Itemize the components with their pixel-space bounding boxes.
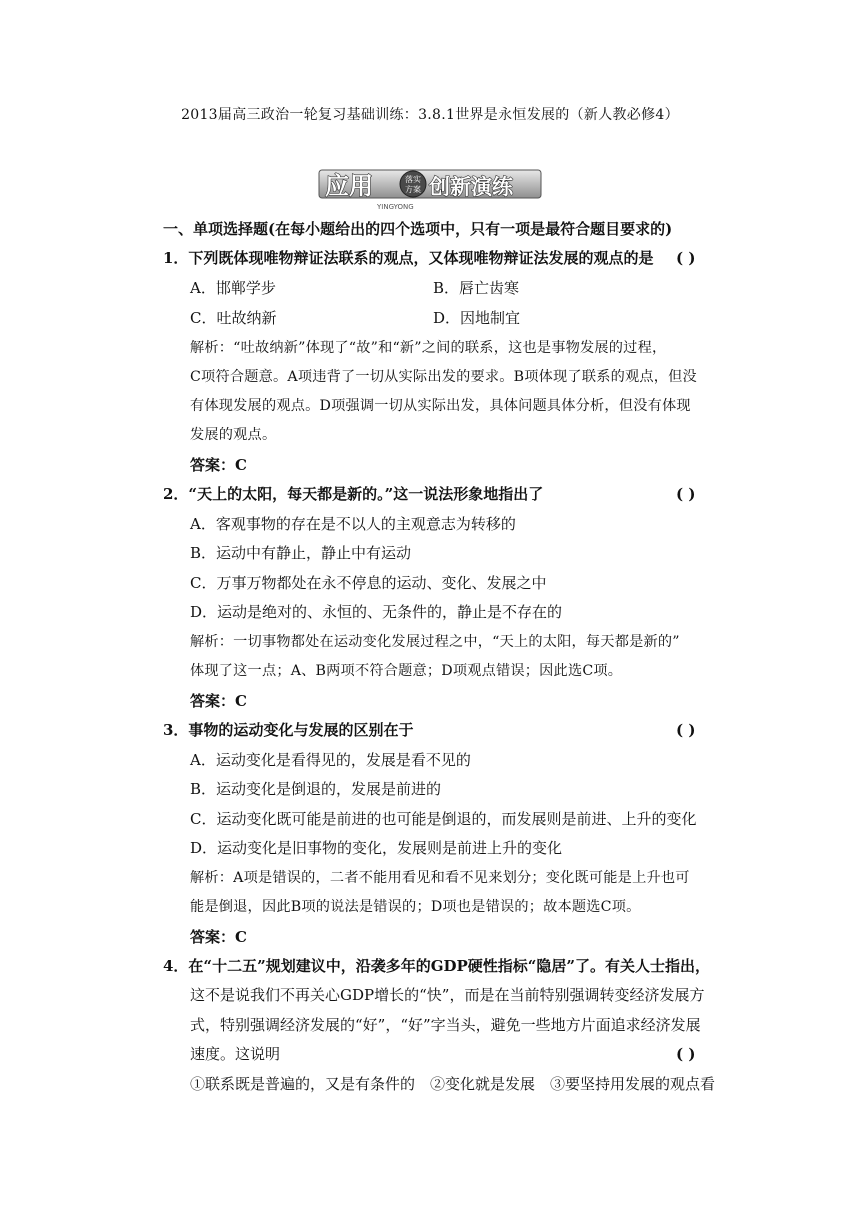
q3-option-c: C．运动变化既可能是前进的也可能是倒退的，而发展则是前进、上升的变化: [190, 810, 697, 828]
q2-explanation-line-1: 解析：一切事物都处在运动变化发展过程之中，“天上的太阳，每天都是新的”: [190, 634, 680, 650]
q3-option-a: A．运动变化是看得见的，发展是看不见的: [190, 751, 471, 769]
document-title: 2013届高三政治一轮复习基础训练：3.8.1世界是永恒发展的（新人教必修4）: [181, 107, 679, 123]
q4-stem-line-1: [163, 956, 710, 976]
q4-stem-line-2: 这不是说我们不再关心GDP增长的“快”，而是在当前特别强调转变经济发展方: [190, 986, 705, 1004]
q2-stem: 2．“天上的太阳，每天都是新的。”这一说法形象地指出了: [163, 485, 544, 503]
q3-answer: 答案：C: [190, 928, 247, 946]
q1-option-c: C．吐故纳新: [190, 309, 277, 327]
q3-explanation-line-1: 解析：A项是错误的，二者不能用看见和看不见来划分；变化既可能是上升也可: [190, 870, 690, 886]
q1-option-d: D．因地制宜: [433, 309, 521, 327]
q1-option-a: A．邯郸学步: [190, 279, 276, 297]
banner-sub-text: YINGYONG: [377, 203, 414, 211]
q4-answer-blank: ( ): [676, 1045, 696, 1063]
q3-answer-blank: ( ): [676, 721, 696, 739]
q4-stem-line-4: 速度。这说明: [190, 1045, 281, 1063]
q4-stem-line-3: 式，特别强调经济发展的“好”，“好”字当头，避免一些地方片面追求经济发展: [190, 1016, 701, 1034]
banner-left-text: 应用: [325, 172, 373, 200]
q3-option-d: D．运动变化是旧事物的变化，发展则是前进上升的变化: [190, 839, 563, 857]
q2-option-a: A．客观事物的存在是不以人的主观意志为转移的: [190, 515, 516, 533]
q4-stem-line-1-text: 4．在“十二五”规划建议中，沿袭多年的GDP硬性指标“隐居”了。有关人士指出，: [163, 957, 711, 975]
q2-answer-blank: ( ): [676, 485, 696, 503]
q1-option-b: B．唇亡齿寒: [433, 279, 520, 297]
q1-stem: 1．下列既体现唯物辩证法联系的观点，又体现唯物辩证法发展的观点的是: [163, 249, 654, 267]
banner-badge-text-bottom: 方案: [405, 185, 421, 194]
q1-explanation-line-2: C项符合题意。A项违背了一切从实际出发的要求。B项体现了联系的观点，但没: [190, 369, 697, 385]
banner-right-text: 创新演练: [429, 175, 513, 199]
banner-badge-text-top: 落实: [405, 175, 421, 184]
q1-answer: 答案：C: [190, 456, 247, 474]
q1-answer-blank: ( ): [676, 249, 696, 267]
q2-option-d: D．运动是绝对的、永恒的、无条件的，静止是不存在的: [190, 603, 563, 621]
section-banner: [317, 162, 543, 214]
q1-explanation-line-4: 发展的观点。: [190, 427, 277, 443]
q3-option-b: B．运动变化是倒退的，发展是前进的: [190, 780, 442, 798]
section-heading: 一、单项选择题(在每小题给出的四个选项中，只有一项是最符合题目要求的): [163, 220, 673, 238]
q2-explanation-line-2: 体现了这一点；A、B两项不符合题意；D项观点错误；因此选C项。: [190, 663, 623, 679]
q2-option-c: C．万事万物都处在永不停息的运动、变化、发展之中: [190, 574, 547, 592]
q1-explanation-line-1: 解析：“吐故纳新”体现了“故”和“新”之间的联系，这也是事物发展的过程，: [190, 340, 667, 356]
q1-explanation-line-3: 有体现发展的观点。D项强调一切从实际出发，具体问题具体分析，但没有体现: [190, 398, 691, 414]
q3-explanation-line-2: 能是倒退，因此B项的说法是错误的；D项也是错误的；故本题选C项。: [190, 899, 641, 915]
q4-statements: ①联系既是普遍的，又是有条件的 ②变化就是发展 ③要坚持用发展的观点看: [190, 1075, 716, 1093]
q2-option-b: B．运动中有静止，静止中有运动: [190, 544, 412, 562]
q3-stem: 3．事物的运动变化与发展的区别在于: [163, 721, 414, 739]
q2-answer: 答案：C: [190, 692, 247, 710]
